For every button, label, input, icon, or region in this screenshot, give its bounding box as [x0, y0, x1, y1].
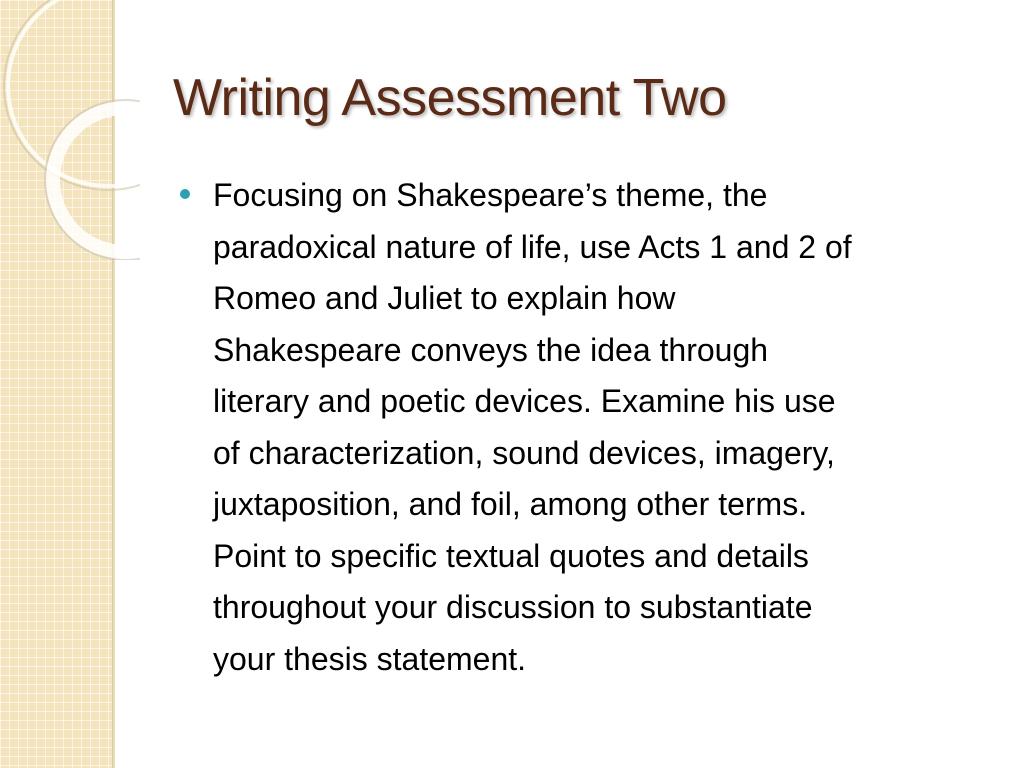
bullet-item: [180, 170, 1000, 685]
decorative-ring-thick: [53, 108, 140, 252]
bullet-line: throughout your discussion to substantiate: [213, 589, 813, 625]
decorative-ring-large: [8, 0, 140, 186]
bullet-line: Focusing on Shakespeare’s theme, the: [213, 177, 768, 213]
bullet-line: Romeo and Juliet to explain how: [213, 280, 676, 316]
slide-title: Writing Assessment Two: [173, 69, 727, 127]
bullet-text: [213, 170, 1000, 685]
bullet-line: Point to specific textual quotes and details: [213, 537, 809, 574]
decorative-rings: [0, 0, 140, 260]
bullet-line: your thesis statement.: [213, 640, 527, 677]
bullet-line: Shakespeare conveys the idea through: [213, 331, 769, 368]
bullet-line: juxtaposition, and foil, among other terms.: [213, 486, 808, 522]
bullet-dot-icon: [180, 189, 190, 199]
slide-content: [180, 170, 1000, 685]
bullet-line: literary and poetic devices. Examine his use: [213, 383, 836, 419]
bullet-line: of characterization, sound devices, imagery,: [213, 434, 835, 471]
bullet-line: paradoxical nature of life, use Acts 1 and 2 of: [213, 228, 852, 265]
